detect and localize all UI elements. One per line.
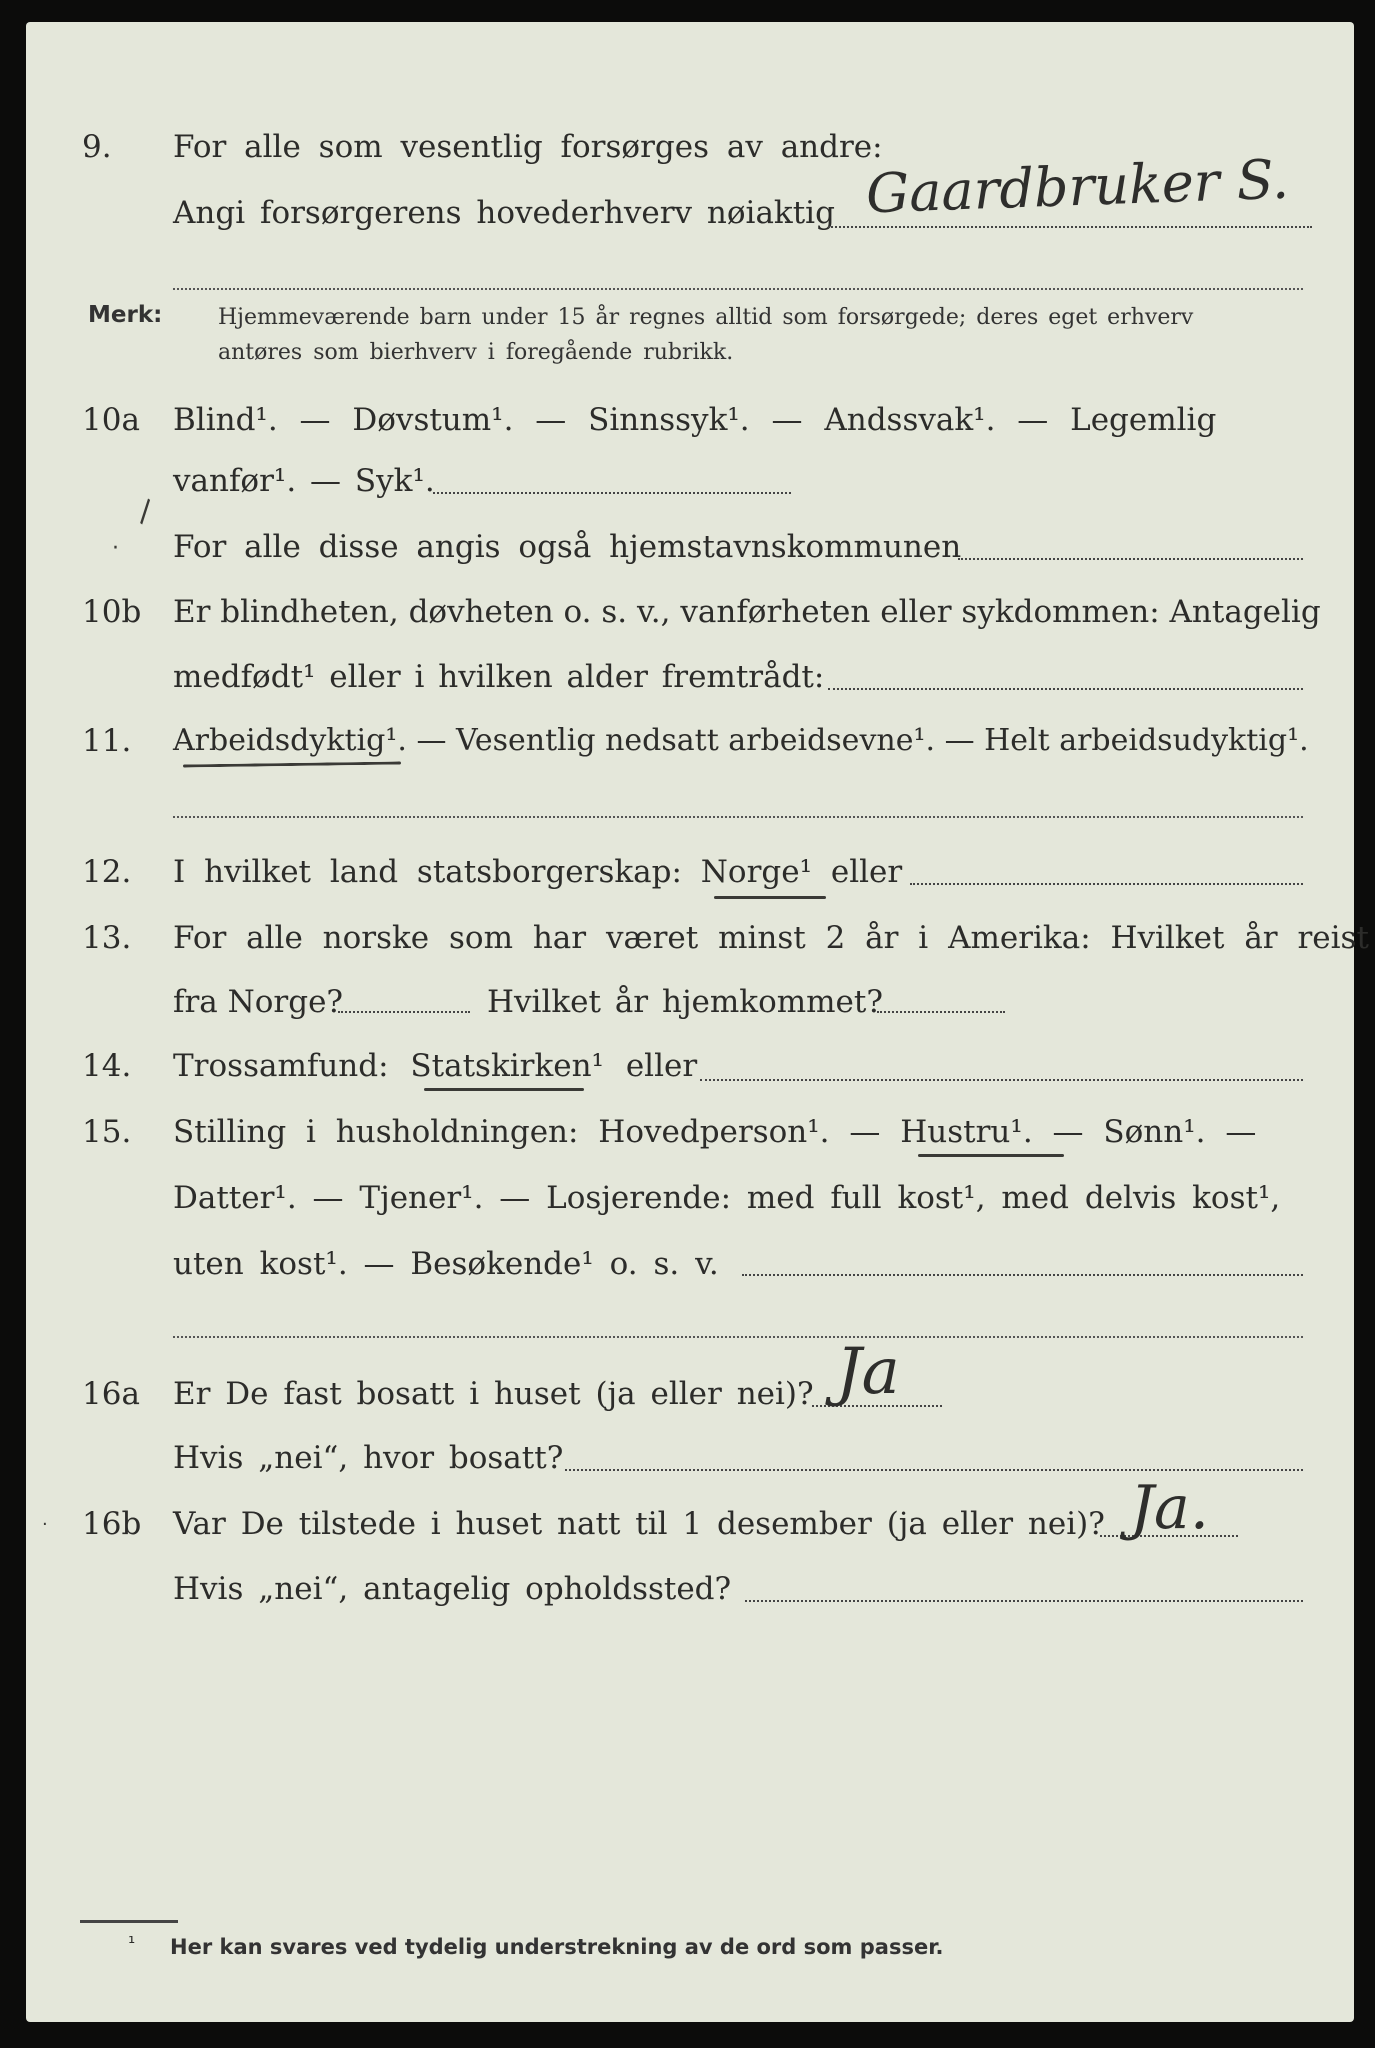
q16a-number: 16a (82, 1376, 140, 1412)
dot-mark: · (42, 1514, 48, 1535)
q10b-line2: medfødt¹ eller i hvilken alder fremtrådt: (173, 659, 825, 695)
q16a-line1: Er De fast bosatt i huset (ja eller nei)? (173, 1376, 814, 1412)
q14-answer-line (700, 1079, 1303, 1081)
q16b-answer-handwritten: Ja. (1130, 1473, 1209, 1543)
q12-number: 12. (82, 854, 132, 890)
q15-answer-line (742, 1274, 1303, 1276)
q16b-line2: Hvis „nei“, antagelig opholdssted? (173, 1571, 732, 1607)
q10a-number: 10a (82, 402, 140, 438)
q12-answer-line (910, 883, 1303, 885)
q16b-line1: Var De tilstede i huset natt til 1 desember (ja eller nei)? (173, 1506, 1105, 1542)
q10a-line2: vanfør¹. — Syk¹. (173, 463, 435, 499)
q13-line2a: fra Norge? (173, 984, 344, 1020)
q13-return-line (877, 1011, 1005, 1013)
q10b-answer-line (828, 688, 1303, 690)
q9-number: 9. (82, 129, 112, 165)
q14-text: Trossamfund: Statskirken¹ eller (173, 1048, 698, 1084)
q10a-line1: Blind¹. — Døvstum¹. — Sinnssyk¹. — Andssvak¹. — Legemlig (173, 402, 1217, 438)
footnote-text: Her kan svares ved tydelig understrekning av de ord som passer. (170, 1935, 944, 1959)
q12-answer-underline (714, 896, 826, 899)
q11-number: 11. (82, 723, 132, 759)
q9-answer-line (828, 226, 1312, 228)
footnote-marker: ¹ (128, 1933, 136, 1954)
q10a-hometown-line (958, 558, 1303, 560)
q10b-number: 10b (82, 594, 142, 630)
q9-answer-handwritten: Gaardbruker S. (865, 147, 1290, 226)
q15-number: 15. (82, 1114, 132, 1150)
pen-stroke-mark: \ (130, 494, 160, 529)
q15-line1: Stilling i husholdningen: Hovedperson¹. — Hustru¹. — Sønn¹. — (173, 1114, 1257, 1150)
q13-number: 13. (82, 920, 132, 956)
merk-label: Merk: (88, 302, 163, 328)
dot-mark: · (112, 536, 119, 561)
q13-line1: For alle norske som har været minst 2 år i Amerika: Hvilket år reist (173, 920, 1369, 956)
q10a-line3: For alle disse angis også hjemstavnskommunen (173, 529, 962, 565)
q15-answer-underline (918, 1154, 1064, 1157)
q13-line2b: Hvilket år hjemkommet? (487, 984, 883, 1020)
q11-text: Arbeidsdyktig¹. — Vesentlig nedsatt arbeidsevne¹. — Helt arbeidsudyktig¹. (173, 723, 1309, 758)
q15-line2: Datter¹. — Tjener¹. — Losjerende: med full kost¹, med delvis kost¹, (173, 1180, 1281, 1216)
divider (173, 1336, 1303, 1338)
q13-departure-line (338, 1011, 470, 1013)
q14-answer-underline (424, 1088, 584, 1091)
divider (173, 288, 1303, 290)
merk-line1: Hjemmeværende barn under 15 år regnes alltid som forsørgede; deres eget erhverv (218, 305, 1194, 330)
divider (173, 816, 1303, 818)
q15-line3: uten kost¹. — Besøkende¹ o. s. v. (173, 1246, 719, 1282)
q9-line2: Angi forsørgerens hovederhverv nøiaktig (173, 195, 835, 231)
q16a-answer-handwritten: Ja (836, 1335, 900, 1409)
q16b-number: 16b (82, 1506, 142, 1542)
q16a-residence-line (565, 1469, 1303, 1471)
q14-number: 14. (82, 1048, 132, 1084)
footnote-rule (80, 1920, 178, 1923)
q10b-line1: Er blindheten, døvheten o. s. v., vanførheten eller sykdommen: Antagelig (173, 594, 1321, 630)
q9-line1: For alle som vesentlig forsørges av andre: (173, 129, 883, 165)
q10a-answer-line (433, 492, 791, 494)
merk-line2: antøres som bierhverv i foregående rubrikk. (218, 340, 734, 365)
q16a-line2: Hvis „nei“, hvor bosatt? (173, 1440, 564, 1476)
q16b-location-line (745, 1600, 1303, 1602)
q12-text: I hvilket land statsborgerskap: Norge¹ eller (173, 854, 903, 890)
